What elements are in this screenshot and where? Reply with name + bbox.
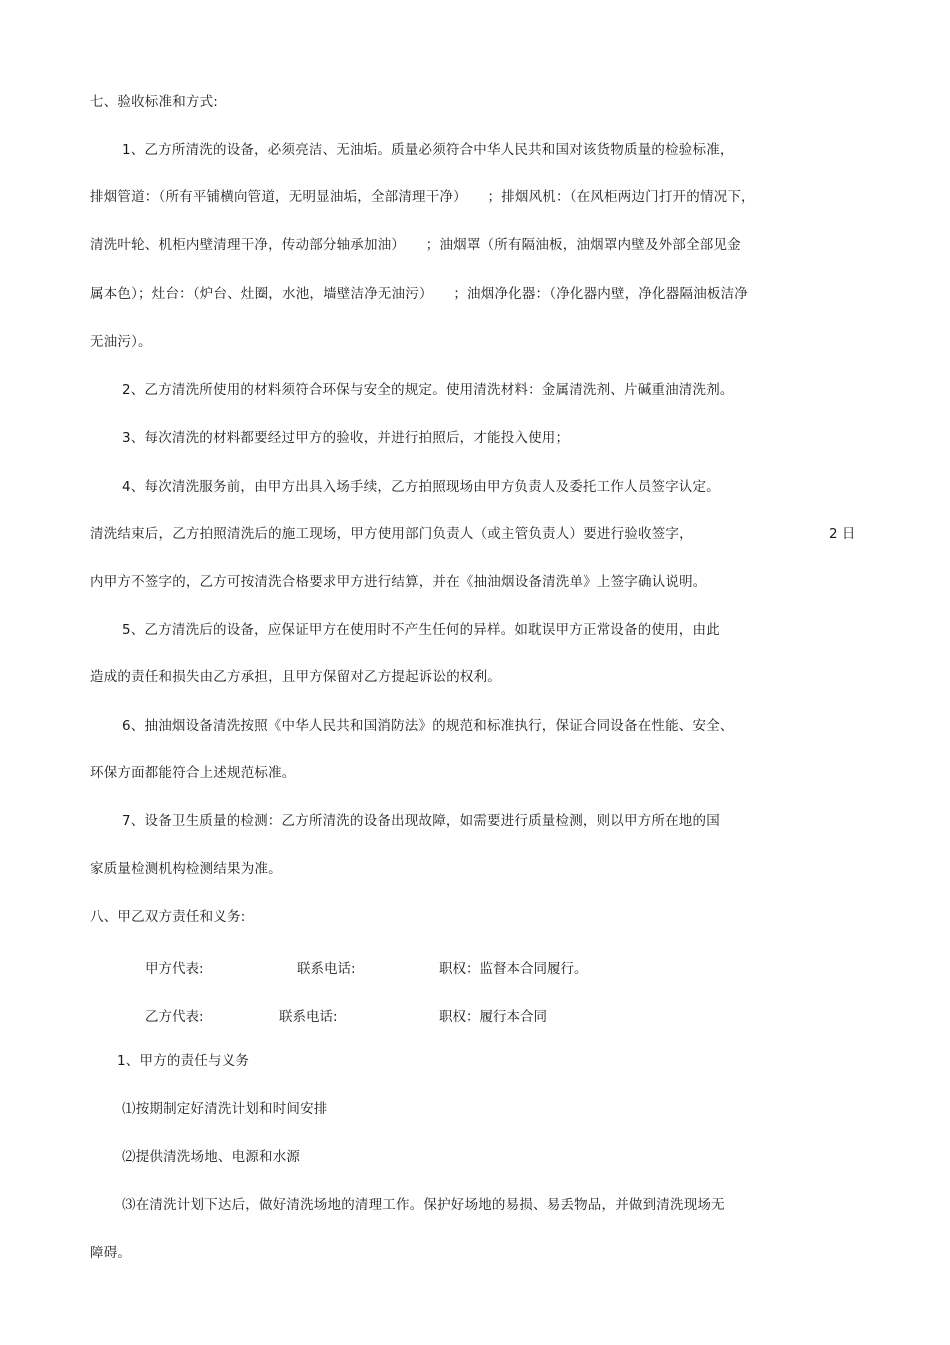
s7-item7-line1: 7、设备卫生质量的检测：乙方所清洗的设备出现故障，如需要进行质量检测，则以甲方所在地的国 — [122, 813, 720, 829]
s7-item2: 2、乙方清洗所使用的材料须符合环保与安全的规定。使用清洗材料：金属清洗剂、片碱重油清洗剂。 — [122, 382, 734, 398]
s7-item1-line4: 属本色）；灶台：（炉台、灶圈，水池，墙壁洁净无油污） ；油烟净化器：（净化器内壁，净化器隔油板洁净 — [90, 286, 748, 302]
s8-sub1-p3-line1: ⑶在清洗计划下达后，做好清洗场地的清理工作。保护好场地的易损、易丢物品，并做到清洗现场无 — [122, 1197, 725, 1213]
s7-item4-line3: 内甲方不签字的，乙方可按清洗合格要求甲方进行结算，并在《抽油烟设备清洗单》上签字确认说明。 — [90, 574, 707, 590]
party-a-phone-label: 联系电话: — [297, 961, 356, 977]
s7-item5-line1: 5、乙方清洗后的设备，应保证甲方在使用时不产生任何的异样。如耽误甲方正常设备的使用，由此 — [122, 622, 720, 638]
section-8-heading: 八、甲乙双方责任和义务: — [90, 909, 246, 925]
party-b-duty: 职权：履行本合同 — [439, 1009, 547, 1025]
s7-item6-line2: 环保方面都能符合上述规范标准。 — [90, 765, 296, 781]
s7-item3: 3、每次清洗的材料都要经过甲方的验收，并进行拍照后，才能投入使用； — [122, 430, 570, 446]
s8-sub1-p1: ⑴按期制定好清洗计划和时间安排 — [122, 1101, 328, 1117]
party-a-duty: 职权：监督本合同履行。 — [439, 961, 588, 977]
s8-sub1-p2: ⑵提供清洗场地、电源和水源 — [122, 1149, 301, 1165]
s8-sub1-heading: 1、甲方的责任与义务 — [117, 1053, 250, 1069]
s7-item1-line1: 1、乙方所清洗的设备，必须亮洁、无油垢。质量必须符合中华人民共和国对该货物质量的检验标准， — [122, 142, 734, 158]
s7-item4-days: 2 日 — [829, 526, 856, 542]
s7-item6-line1: 6、抽油烟设备清洗按照《中华人民共和国消防法》的规范和标准执行，保证合同设备在性能、安全、 — [122, 718, 734, 734]
s7-item5-line2: 造成的责任和损失由乙方承担，且甲方保留对乙方提起诉讼的权利。 — [90, 669, 501, 685]
s7-item1-line2: 排烟管道：（所有平铺横向管道，无明显油垢，全部清理干净） ；排烟风机：（在风柜两边门打开的情况下， — [90, 189, 755, 205]
section-7-heading: 七、验收标准和方式: — [90, 94, 219, 110]
party-b-phone-label: 联系电话: — [279, 1009, 338, 1025]
party-b-rep-label: 乙方代表: — [145, 1009, 204, 1025]
s7-item4-line2: 清洗结束后，乙方拍照清洗后的施工现场，甲方使用部门负责人（或主管负责人）要进行验收签字， — [90, 526, 693, 542]
party-a-rep-label: 甲方代表: — [145, 961, 204, 977]
s7-item1-line3: 清洗叶轮、机柜内壁清理干净，传动部分轴承加油） ；油烟罩（所有隔油板，油烟罩内壁及外部全部见金 — [90, 237, 741, 253]
s8-sub1-p3-line2: 障碍。 — [90, 1245, 132, 1261]
s7-item1-line5: 无油污）。 — [90, 334, 152, 350]
s7-item7-line2: 家质量检测机构检测结果为准。 — [90, 861, 282, 877]
s7-item4-line1: 4、每次清洗服务前，由甲方出具入场手续，乙方拍照现场由甲方负责人及委托工作人员签字认定。 — [122, 479, 720, 495]
